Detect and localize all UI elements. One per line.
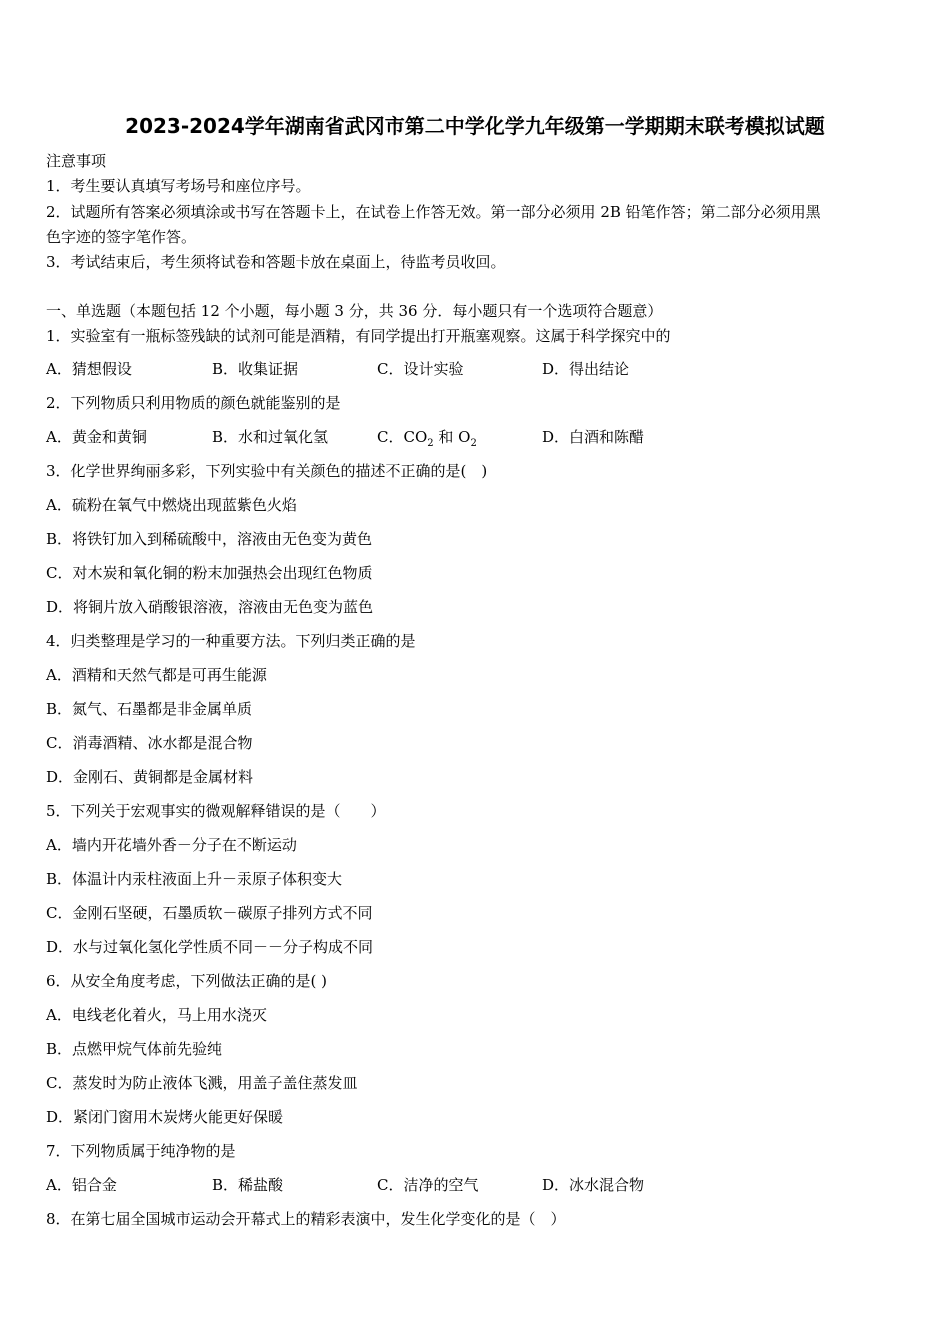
option-b: B．水和过氧化氢 <box>212 428 329 446</box>
option-c: C．设计实验 <box>377 360 464 378</box>
question-stem: 5．下列关于宏观事实的微观解释错误的是（ ） <box>46 802 386 820</box>
option-a: A．硫粉在氧气中燃烧出现蓝紫色火焰 <box>46 496 297 514</box>
option-c: C．洁净的空气 <box>377 1176 479 1194</box>
section-heading: 一、单选题（本题包括 12 个小题，每小题 3 分，共 36 分．每小题只有一个选项符合题意） <box>46 302 663 320</box>
option-d: D．紧闭门窗用木炭烤火能更好保暖 <box>46 1108 284 1126</box>
notice-item: 1．考生要认真填写考场号和座位序号。 <box>46 177 311 195</box>
notice-item: 3．考试结束后，考生须将试卷和答题卡放在桌面上，待监考员收回。 <box>46 253 506 271</box>
option-d: D．将铜片放入硝酸银溶液，溶液由无色变为蓝色 <box>46 598 374 616</box>
option-d: D．得出结论 <box>542 360 630 378</box>
option-b: B．点燃甲烷气体前先验纯 <box>46 1040 223 1058</box>
option-c-text: 和 O <box>433 428 471 446</box>
option-a: A．铝合金 <box>46 1176 117 1194</box>
option-d: D．白酒和陈醋 <box>542 428 645 446</box>
option-a: A．酒精和天然气都是可再生能源 <box>46 666 267 684</box>
option-c-text: C．CO <box>377 428 428 446</box>
option-d: D．金刚石、黄铜都是金属材料 <box>46 768 254 786</box>
question-stem: 3．化学世界绚丽多彩，下列实验中有关颜色的描述不正确的是( ) <box>46 462 488 480</box>
notice-item: 色字迹的签字笔作答。 <box>46 228 197 246</box>
option-d: D．冰水混合物 <box>542 1176 645 1194</box>
subscript: 2 <box>470 438 477 449</box>
option-b: B．稀盐酸 <box>212 1176 284 1194</box>
question-stem: 8．在第七届全国城市运动会开幕式上的精彩表演中，发生化学变化的是（ ） <box>46 1210 566 1228</box>
option-b: B．氮气、石墨都是非金属单质 <box>46 700 253 718</box>
option-b: B．收集证据 <box>212 360 299 378</box>
option-c: C．消毒酒精、冰水都是混合物 <box>46 734 253 752</box>
option-c: C．金刚石坚硬，石墨质软－碳原子排列方式不同 <box>46 904 373 922</box>
option-d: D．水与过氧化氢化学性质不同－－分子构成不同 <box>46 938 374 956</box>
question-stem: 4．归类整理是学习的一种重要方法。下列归类正确的是 <box>46 632 416 650</box>
option-a: A．墙内开花墙外香－分子在不断运动 <box>46 836 297 854</box>
option-c <box>377 427 477 447</box>
option-c: C．蒸发时为防止液体飞溅，用盖子盖住蒸发皿 <box>46 1074 358 1092</box>
question-stem: 2．下列物质只利用物质的颜色就能鉴别的是 <box>46 394 341 412</box>
option-b: B．将铁钉加入到稀硫酸中，溶液由无色变为黄色 <box>46 530 373 548</box>
notice-heading: 注意事项 <box>46 152 107 170</box>
subscript: 2 <box>427 438 434 449</box>
option-a: A．猜想假设 <box>46 360 132 378</box>
question-stem: 1．实验室有一瓶标签残缺的试剂可能是酒精，有同学提出打开瓶塞观察。这属于科学探究中的 <box>46 327 671 345</box>
option-a: A．黄金和黄铜 <box>46 428 147 446</box>
question-stem: 7．下列物质属于纯净物的是 <box>46 1142 236 1160</box>
option-c: C．对木炭和氧化铜的粉末加强热会出现红色物质 <box>46 564 373 582</box>
page-title: 2023-2024学年湖南省武冈市第二中学化学九年级第一学期期末联考模拟试题 <box>125 114 825 138</box>
question-stem: 6．从安全角度考虑，下列做法正确的是( ) <box>46 972 328 990</box>
option-a: A．电线老化着火，马上用水浇灭 <box>46 1006 267 1024</box>
notice-item: 2．试题所有答案必须填涂或书写在答题卡上，在试卷上作答无效。第一部分必须用 2B 铅笔作答；第二部分必须用黑 <box>46 203 821 221</box>
option-b: B．体温计内汞柱液面上升－汞原子体积变大 <box>46 870 343 888</box>
